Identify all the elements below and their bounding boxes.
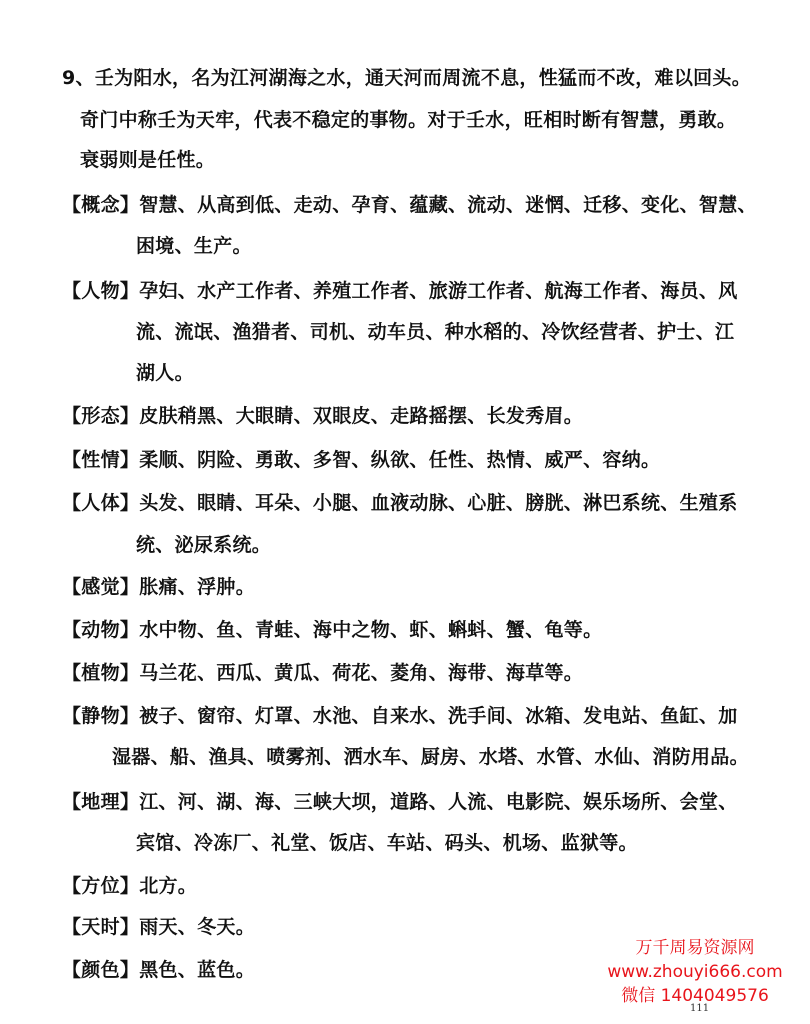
entry-direction: [62, 874, 197, 898]
intro-line-1: 9、壬为阳水，名为江河湖海之水，通天河而周流不息，性猛而不改，难以回头。: [62, 67, 752, 89]
entry-people-cont-2: 湖人。: [136, 362, 194, 384]
category-label: 【人体】: [62, 492, 140, 514]
intro-line-2: 奇门中称壬为天牢，代表不稳定的事物。对于壬水，旺相时断有智慧，勇敢。: [80, 109, 737, 131]
entry-objects: [62, 704, 738, 728]
entry-text: 智慧、从高到低、走动、孕育、蕴藏、流动、迷惘、迁移、变化、智慧、: [139, 194, 757, 216]
entry-temperament: [62, 448, 660, 472]
category-label: 【天时】: [62, 916, 140, 938]
entry-body-cont: 统、泌尿系统。: [136, 534, 272, 556]
intro-line-3: 衰弱则是任性。: [80, 149, 216, 171]
category-label: 【方位】: [62, 875, 140, 897]
entry-concept: [62, 193, 757, 217]
watermark-wechat: 微信 1404049576: [621, 986, 769, 1006]
category-label: 【人物】: [62, 280, 140, 302]
entry-appearance: [62, 404, 583, 428]
entry-text: 黑色、蓝色。: [139, 959, 256, 981]
page-number: 111: [690, 1003, 710, 1014]
category-label: 【动物】: [62, 619, 140, 641]
entry-objects-cont: 湿器、船、渔具、喷雾剂、洒水车、厨房、水塔、水管、水仙、消防用品。: [112, 746, 749, 768]
entry-weather: [62, 915, 255, 939]
entry-text: 雨天、冬天。: [139, 916, 256, 938]
entry-text: 马兰花、西瓜、黄瓜、荷花、菱角、海带、海草等。: [139, 662, 584, 684]
entry-text: 江、河、湖、海、三峡大坝，道路、人流、电影院、娱乐场所、会堂、: [139, 791, 738, 813]
entry-text: 皮肤稍黑、大眼睛、双眼皮、走路摇摆、长发秀眉。: [139, 405, 584, 427]
category-label: 【性情】: [62, 449, 140, 471]
entry-plants: [62, 661, 583, 685]
entry-text: 水中物、鱼、青蛙、海中之物、虾、蝌蚪、蟹、龟等。: [139, 619, 603, 641]
entry-text: 孕妇、水产工作者、养殖工作者、旅游工作者、航海工作者、海员、风: [139, 280, 738, 302]
category-label: 【静物】: [62, 705, 140, 727]
category-label: 【形态】: [62, 405, 140, 427]
entry-people: [62, 279, 738, 303]
entry-concept-cont: 困境、生产。: [136, 235, 252, 257]
category-label: 【概念】: [62, 194, 140, 216]
entry-people-cont-1: 流、流氓、渔猎者、司机、动车员、种水稻的、冷饮经营者、护士、江: [136, 321, 735, 343]
watermark-site-name: 万千周易资源网: [635, 938, 755, 958]
entry-text: 北方。: [139, 875, 198, 897]
entry-text: 被子、窗帘、灯罩、水池、自来水、洗手间、冰箱、发电站、鱼缸、加: [139, 705, 738, 727]
entry-geography-cont: 宾馆、冷冻厂、礼堂、饭店、车站、码头、机场、监狱等。: [136, 832, 638, 854]
entry-text: 头发、眼睛、耳朵、小腿、血液动脉、心脏、膀胱、淋巴系统、生殖系: [139, 492, 738, 514]
watermark-url: www.zhouyi666.com: [607, 962, 783, 982]
category-label: 【感觉】: [62, 576, 140, 598]
entry-sensation: [62, 575, 255, 599]
watermark: [590, 936, 800, 1008]
category-label: 【地理】: [62, 791, 140, 813]
category-label: 【颜色】: [62, 959, 140, 981]
entry-text: 柔顺、阴险、勇敢、多智、纵欲、任性、热情、威严、容纳。: [139, 449, 661, 471]
entry-body: [62, 491, 738, 515]
entry-animals: [62, 618, 602, 642]
entry-colors: [62, 958, 255, 982]
entry-text: 胀痛、浮肿。: [139, 576, 256, 598]
category-label: 【植物】: [62, 662, 140, 684]
entry-geography: [62, 790, 738, 814]
